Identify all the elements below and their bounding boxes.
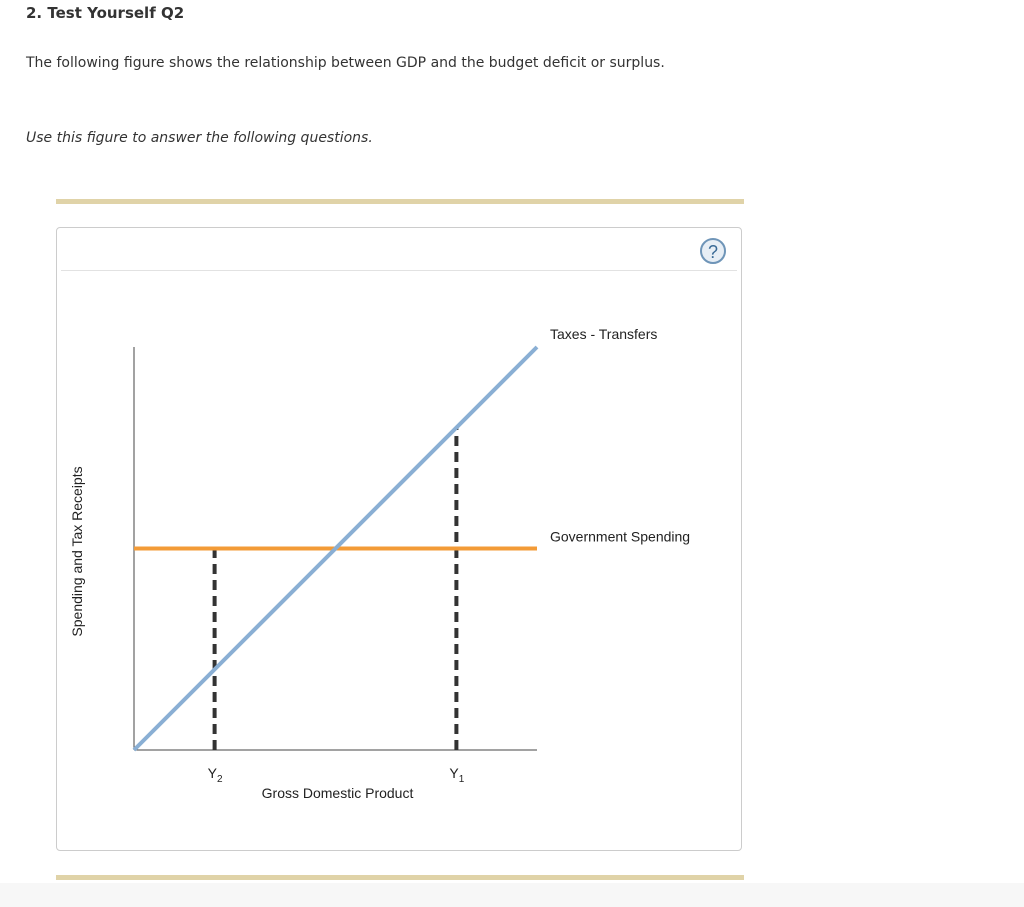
y1-tick-subscript: 1 [458,774,465,785]
y-axis-label: Spending and Tax Receipts [69,466,85,637]
y1-tick-label [449,765,464,785]
y2-tick-letter: Y [207,765,217,781]
y1-tick-letter: Y [449,765,459,781]
question-instruction: Use this figure to answer the following questions. [26,130,373,146]
y2-tick-label [208,765,223,785]
government-spending-label: Government Spending [550,528,691,545]
help-icon[interactable]: ? [700,238,726,264]
budget-chart [57,228,741,850]
question-intro: The following figure shows the relationship between GDP and the budget deficit or surplus. [26,55,665,71]
taxes-transfers-label: Taxes - Transfers [550,326,658,342]
bottom-divider-rule [56,875,744,880]
y2-tick-subscript: 2 [216,774,223,785]
top-divider-rule [56,199,744,204]
x-axis-label: Gross Domestic Product [261,785,414,801]
question-title: 2. Test Yourself Q2 [26,4,185,22]
figure-panel [56,227,742,851]
page-footer-strip [0,883,1024,907]
